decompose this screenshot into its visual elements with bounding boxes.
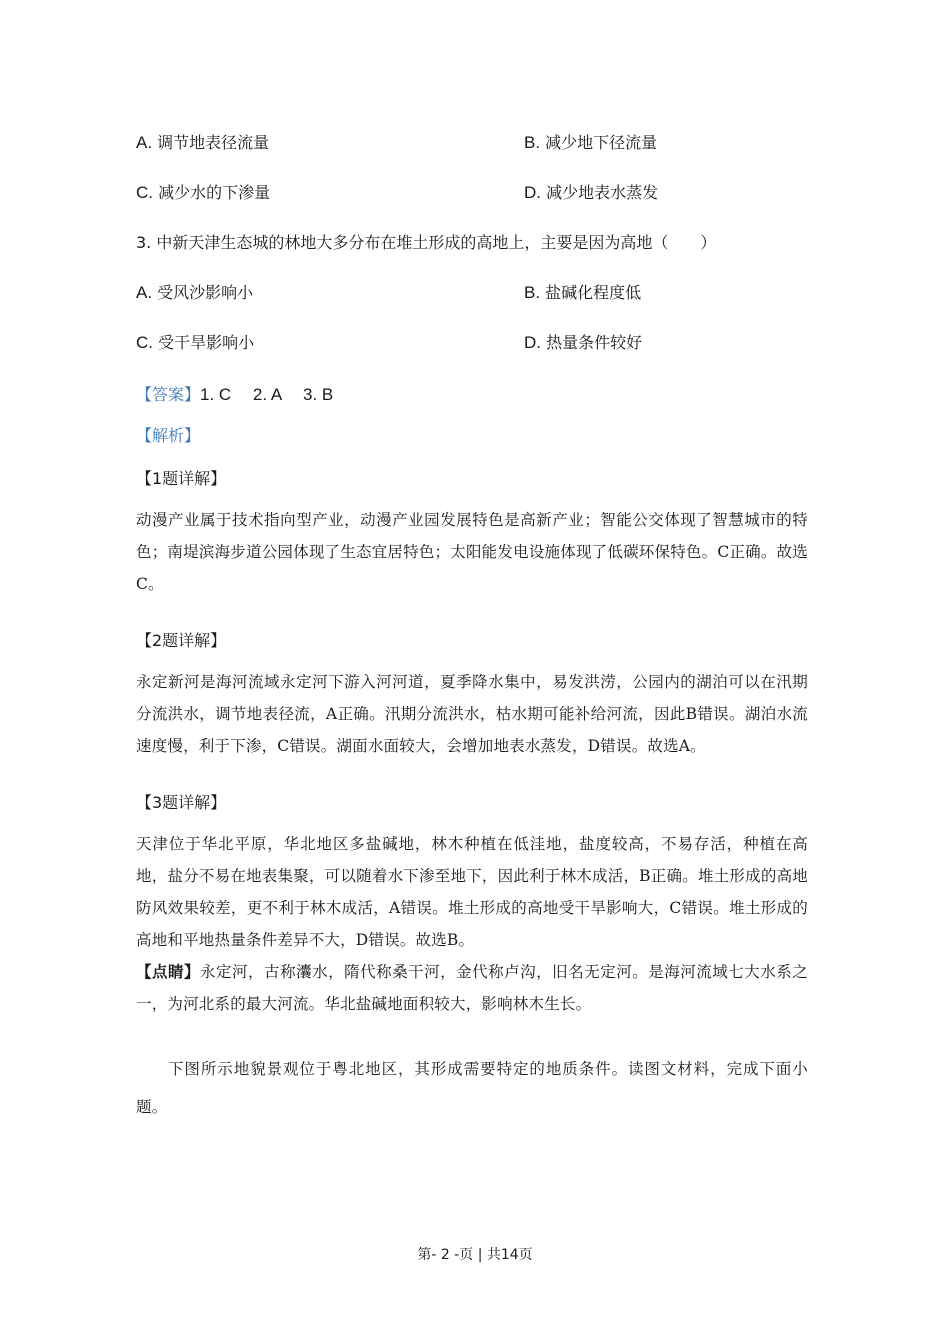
detail-2-text: 永定新河是海河流域永定河下游入河河道，夏季降水集中，易发洪涝，公园内的湖泊可以在汛期分流洪水，调节地表径流，A正确。汛期分流洪水，枯水期可能补给河流，因此B错误。湖泊水流速度慢，利于下渗，C错误。湖面水面较大，会增加地表水蒸发，D错误。故选A。	[136, 673, 808, 755]
option-b	[524, 130, 657, 153]
answer-line	[136, 380, 333, 405]
option-letter: C.	[136, 183, 153, 202]
tip-text: 永定河，古称灢水，隋代称桑干河，金代称卢沟，旧名无定河。是海河流域七大水系之一，为河北系的最大河流。华北盐碱地面积较大，影响林木生长。	[136, 963, 808, 1013]
option-letter: D.	[524, 183, 541, 202]
option-a	[136, 130, 269, 153]
option-b	[524, 280, 641, 303]
option-text: 调节地表径流量	[157, 133, 270, 152]
answer-values: 1. C 2. A 3. B	[200, 385, 334, 404]
option-letter: A.	[136, 283, 153, 302]
option-c	[136, 180, 270, 203]
detail-1-title: 【1题详解】	[136, 469, 227, 488]
option-text: 受干旱影响小	[158, 333, 255, 352]
option-text: 盐碱化程度低	[545, 283, 642, 302]
option-d	[524, 180, 658, 203]
next-section-intro: 下图所示地貌景观位于粤北地区，其形成需要特定的地质条件。读图文材料，完成下面小题。	[136, 1060, 808, 1116]
option-letter: C.	[136, 333, 153, 352]
option-c	[136, 330, 254, 353]
option-letter: D.	[524, 333, 541, 352]
tip-paragraph	[136, 956, 808, 1020]
page-footer: 第- 2 -页 | 共14页	[417, 1247, 533, 1263]
detail-3-title: 【3题详解】	[136, 793, 227, 812]
option-letter: B.	[524, 283, 541, 302]
detail-3-text: 天津位于华北平原，华北地区多盐碱地，林木种植在低洼地，盐度较高，不易存活，种植在高地，盐分不易在地表集聚，可以随着水下渗至地下，因此利于林木成活，B正确。堆土形成的高地防风效果较差，更不利于林木成活，A错误。堆土形成的高地受干旱影响大，C错误。堆土形成的高地和平地热量条件差异不大，D错误。故选B。	[136, 835, 808, 949]
answer-tag: 【答案】	[136, 385, 201, 404]
tip-title: 【点睛】	[136, 963, 201, 981]
option-letter: B.	[524, 133, 541, 152]
option-text: 减少地表水蒸发	[546, 183, 659, 202]
detail-2-title: 【2题详解】	[136, 631, 227, 650]
detail-1-text: 动漫产业属于技术指向型产业，动漫产业园发展特色是高新产业；智能公交体现了智慧城市的特色；南堤滨海步道公园体现了生态宜居特色；太阳能发电设施体现了低碳环保特色。C正确。故选C。	[136, 511, 808, 593]
option-a	[136, 280, 253, 303]
option-text: 减少水的下渗量	[158, 183, 271, 202]
analysis-tag: 【解析】	[136, 426, 201, 445]
option-text: 热量条件较好	[546, 333, 643, 352]
option-d	[524, 330, 642, 353]
question-3-stem: 3. 中新天津生态城的林地大多分布在堆土形成的高地上，主要是因为高地（ ）	[136, 233, 717, 252]
option-letter: A.	[136, 133, 153, 152]
option-text: 受风沙影响小	[157, 283, 254, 302]
option-text: 减少地下径流量	[545, 133, 658, 152]
